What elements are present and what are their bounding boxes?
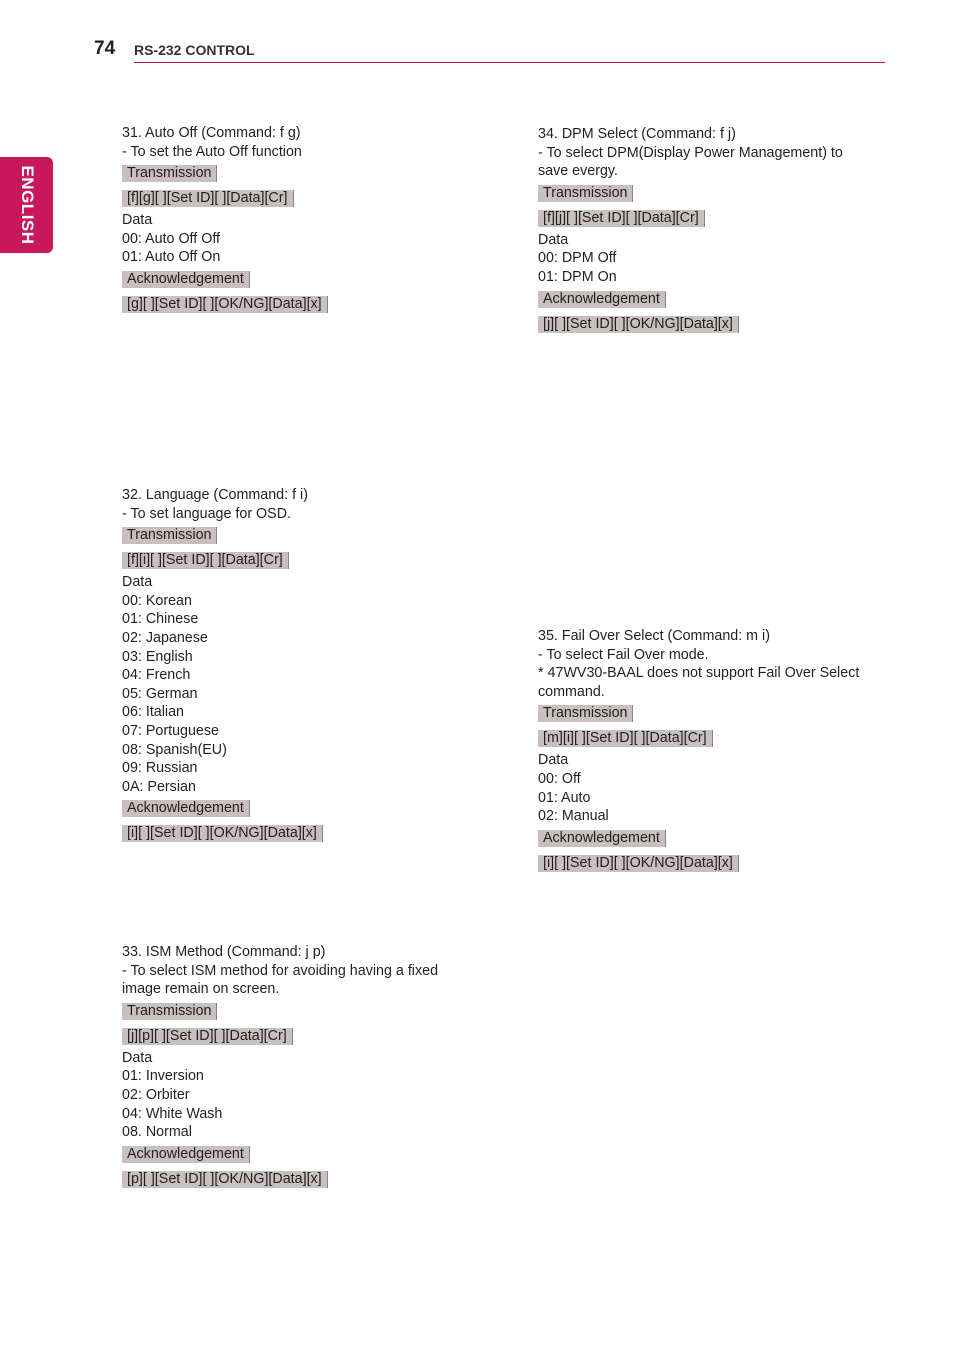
data-value: 06: Italian: [122, 704, 184, 721]
data-label: Data: [122, 1049, 153, 1066]
acknowledgement-label: Acknowledgement: [538, 830, 666, 847]
data-value: 00: Korean: [122, 592, 192, 609]
data-value: 05: German: [122, 685, 198, 702]
acknowledgement-label: Acknowledgement: [122, 271, 250, 288]
page-number: 74: [94, 38, 116, 59]
transmission-label: Transmission: [538, 185, 633, 202]
command-note: * 47WV30-BAAL does not support Fail Over Select: [538, 665, 860, 682]
command-32-language: [122, 486, 467, 846]
transmission-format: [m][i][ ][Set ID][ ][Data][Cr]: [538, 730, 713, 747]
command-35-fail-over-select: [538, 627, 883, 876]
transmission-label: Transmission: [122, 527, 217, 544]
command-34-dpm-select: [538, 125, 883, 337]
data-label: Data: [538, 752, 569, 769]
acknowledgement-label: Acknowledgement: [122, 1146, 250, 1163]
transmission-format: [f][g][ ][Set ID][ ][Data][Cr]: [122, 190, 294, 207]
section-title: RS-232 CONTROL: [134, 42, 255, 58]
data-value: 08: Spanish(EU): [122, 741, 227, 758]
data-value: 07: Portuguese: [122, 722, 219, 739]
acknowledgement-format: [i][ ][Set ID][ ][OK/NG][Data][x]: [538, 855, 739, 872]
data-value: 08. Normal: [122, 1124, 192, 1141]
transmission-label: Transmission: [122, 165, 217, 182]
header-rule: [134, 62, 885, 63]
data-value: 01: Inversion: [122, 1068, 204, 1085]
data-value: 09: Russian: [122, 760, 198, 777]
language-tab-label: ENGLISH: [18, 165, 37, 245]
data-value: 00: Auto Off Off: [122, 230, 221, 247]
data-value: 02: Orbiter: [122, 1086, 190, 1103]
data-value: 02: Japanese: [122, 629, 208, 646]
command-title: 33. ISM Method (Command: j p): [122, 944, 326, 960]
data-label: Data: [122, 212, 153, 229]
command-description: - To select DPM(Display Power Management) to: [538, 144, 843, 161]
transmission-format: [f][i][ ][Set ID][ ][Data][Cr]: [122, 552, 289, 569]
acknowledgement-format: [j][ ][Set ID][ ][OK/NG][Data][x]: [538, 316, 739, 333]
transmission-format: [j][p][ ][Set ID][ ][Data][Cr]: [122, 1028, 293, 1045]
acknowledgement-label: Acknowledgement: [122, 800, 250, 817]
command-31-auto-off: [122, 124, 467, 317]
command-description: save evergy.: [538, 163, 618, 180]
data-value: 0A: Persian: [122, 778, 196, 795]
data-value: 00: Off: [538, 770, 581, 787]
data-value: 02: Manual: [538, 808, 609, 825]
language-tab: [0, 157, 53, 253]
command-title: 31. Auto Off (Command: f g): [122, 125, 301, 141]
command-title: 34. DPM Select (Command: f j): [538, 126, 736, 142]
acknowledgement-format: [i][ ][Set ID][ ][OK/NG][Data][x]: [122, 825, 323, 842]
transmission-label: Transmission: [538, 705, 633, 722]
command-description: - To select ISM method for avoiding having a fixed: [122, 962, 439, 979]
command-description: - To set the Auto Off function: [122, 143, 302, 160]
data-value: 01: Auto Off On: [122, 249, 221, 266]
data-value: 01: Chinese: [122, 611, 199, 628]
data-value: 03: English: [122, 648, 193, 665]
data-value: 00: DPM Off: [538, 250, 617, 267]
transmission-format: [f][j][ ][Set ID][ ][Data][Cr]: [538, 210, 705, 227]
command-description: - To select Fail Over mode.: [538, 646, 709, 663]
command-description: image remain on screen.: [122, 981, 280, 998]
data-value: 04: White Wash: [122, 1105, 223, 1122]
command-33-ism-method: [122, 943, 467, 1192]
data-label: Data: [538, 231, 569, 248]
command-description: - To set language for OSD.: [122, 505, 292, 522]
data-value: 01: Auto: [538, 789, 591, 806]
data-value: 01: DPM On: [538, 268, 617, 285]
command-note: command.: [538, 683, 605, 700]
command-title: 32. Language (Command: f i): [122, 487, 308, 503]
acknowledgement-label: Acknowledgement: [538, 291, 666, 308]
acknowledgement-format: [p][ ][Set ID][ ][OK/NG][Data][x]: [122, 1171, 328, 1188]
acknowledgement-format: [g][ ][Set ID][ ][OK/NG][Data][x]: [122, 296, 328, 313]
data-value: 04: French: [122, 667, 191, 684]
transmission-label: Transmission: [122, 1003, 217, 1020]
data-label: Data: [122, 574, 153, 591]
command-title: 35. Fail Over Select (Command: m i): [538, 628, 770, 644]
